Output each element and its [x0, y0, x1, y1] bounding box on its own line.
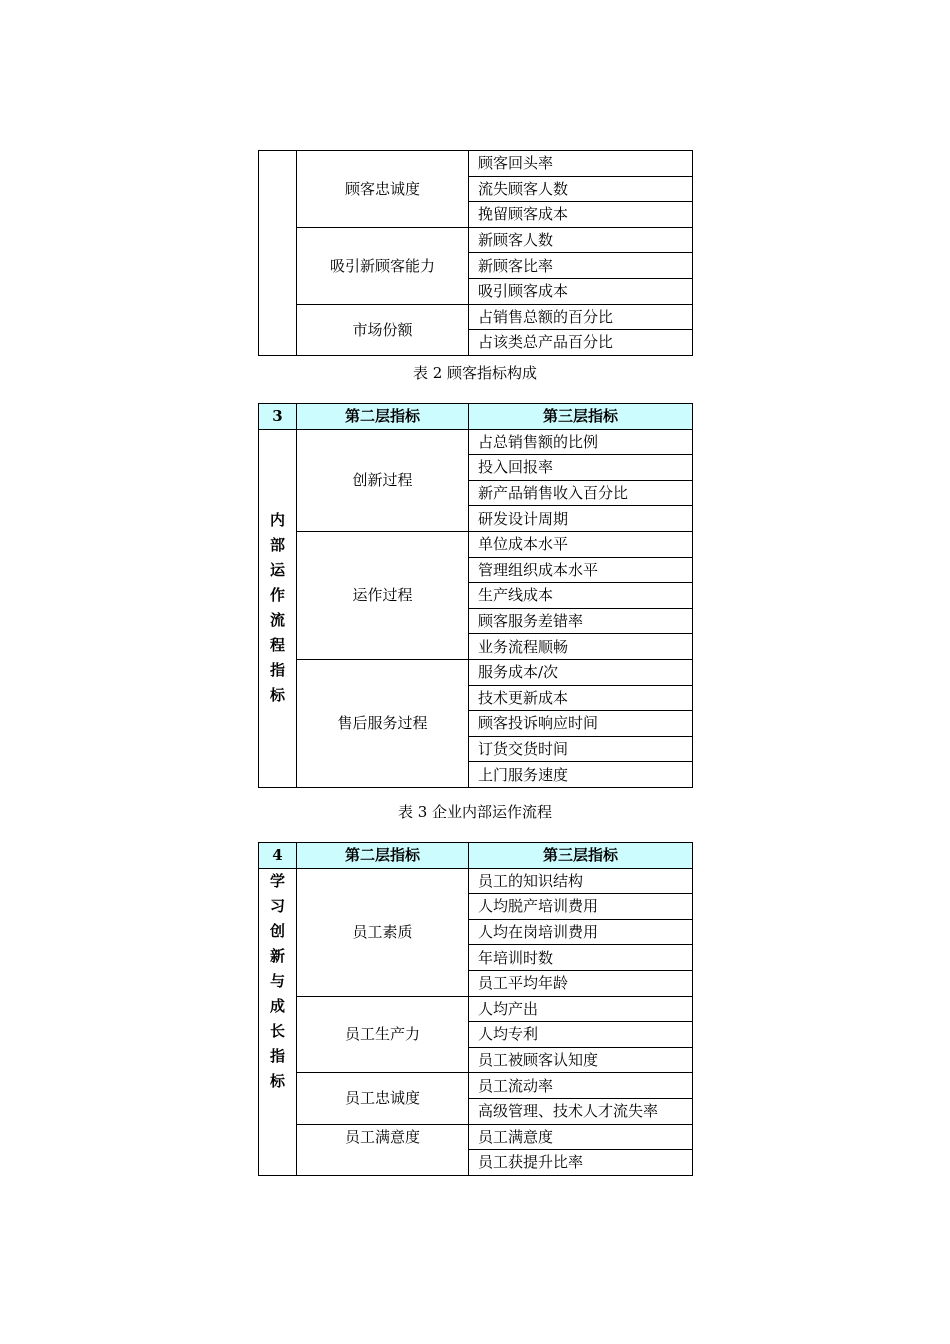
category-char: 指	[269, 661, 285, 680]
third-level-cell: 投入回报率	[469, 455, 693, 481]
table-header-row	[259, 404, 693, 430]
second-level-cell: 员工忠诚度	[297, 1073, 469, 1124]
third-level-cell: 业务流程顺畅	[469, 634, 693, 660]
table-caption: 表 3 企业内部运作流程	[397, 803, 553, 821]
category-char: 与	[269, 971, 285, 990]
table-header-row	[259, 843, 693, 869]
third-level-cell: 顾客服务差错率	[469, 608, 693, 634]
third-level-cell: 占该类总产品百分比	[469, 330, 693, 356]
third-level-cell: 管理组织成本水平	[469, 557, 693, 583]
third-level-cell: 员工被顾客认知度	[469, 1047, 693, 1073]
third-level-cell: 顾客投诉响应时间	[469, 711, 693, 737]
category-cell	[259, 151, 297, 356]
third-level-cell: 吸引顾客成本	[469, 278, 693, 304]
second-level-cell: 顾客忠诚度	[297, 151, 469, 228]
third-level-cell: 员工流动率	[469, 1073, 693, 1099]
third-level-cell: 人均在岗培训费用	[469, 919, 693, 945]
third-level-cell: 员工的知识结构	[469, 868, 693, 894]
category-char: 长	[269, 1021, 285, 1040]
third-level-cell: 人均专利	[469, 1022, 693, 1048]
third-level-cell: 生产线成本	[469, 583, 693, 609]
category-char: 标	[269, 1071, 285, 1090]
category-char: 内	[269, 511, 285, 530]
third-level-cell: 新顾客人数	[469, 227, 693, 253]
learning-growth-table	[258, 842, 693, 1176]
third-level-cell: 人均脱产培训费用	[469, 894, 693, 920]
third-level-cell: 服务成本/次	[469, 659, 693, 685]
third-level-cell: 高级管理、技术人才流失率	[469, 1098, 693, 1124]
third-level-cell: 流失顾客人数	[469, 176, 693, 202]
second-level-cell: 运作过程	[297, 531, 469, 659]
third-level-cell: 年培训时数	[469, 945, 693, 971]
third-level-cell: 员工平均年龄	[469, 970, 693, 996]
third-level-cell: 占总销售额的比例	[469, 429, 693, 455]
category-char: 新	[269, 946, 285, 965]
category-char: 习	[269, 896, 285, 915]
category-char: 流	[269, 611, 285, 630]
category-char: 标	[269, 686, 285, 705]
header-third-level: 第三层指标	[469, 843, 693, 869]
second-level-cell: 员工生产力	[297, 996, 469, 1073]
second-level-cell: 市场份额	[297, 304, 469, 355]
category-char: 作	[269, 586, 285, 605]
category-char: 成	[269, 996, 285, 1015]
category-cell	[259, 429, 297, 787]
category-char: 运	[269, 561, 285, 580]
third-level-cell: 挽留顾客成本	[469, 202, 693, 228]
category-char: 部	[269, 536, 285, 555]
third-level-cell: 占销售总额的百分比	[469, 304, 693, 330]
header-second-level: 第二层指标	[297, 843, 469, 869]
second-level-cell: 创新过程	[297, 429, 469, 531]
header-number: 3	[259, 404, 297, 430]
table-caption: 表 2 顾客指标构成	[412, 364, 538, 382]
category-char: 学	[269, 871, 285, 890]
third-level-cell: 员工获提升比率	[469, 1150, 693, 1176]
header-second-level: 第二层指标	[297, 404, 469, 430]
second-level-cell: 吸引新顾客能力	[297, 227, 469, 304]
third-level-cell: 单位成本水平	[469, 531, 693, 557]
header-third-level: 第三层指标	[469, 404, 693, 430]
second-level-cell: 售后服务过程	[297, 659, 469, 787]
vertical-category-label	[259, 869, 296, 1094]
third-level-cell: 顾客回头率	[469, 151, 693, 177]
second-level-cell: 员工满意度	[297, 1124, 469, 1175]
third-level-cell: 新顾客比率	[469, 253, 693, 279]
vertical-category-label	[259, 508, 296, 708]
customer-indicator-table	[258, 150, 693, 356]
internal-process-table	[258, 403, 693, 788]
header-number: 4	[259, 843, 297, 869]
category-char: 程	[269, 636, 285, 655]
third-level-cell: 研发设计周期	[469, 506, 693, 532]
category-char: 创	[269, 921, 285, 940]
third-level-cell: 上门服务速度	[469, 762, 693, 788]
third-level-cell: 员工满意度	[469, 1124, 693, 1150]
third-level-cell: 技术更新成本	[469, 685, 693, 711]
category-char: 指	[269, 1046, 285, 1065]
category-cell	[259, 868, 297, 1175]
third-level-cell: 新产品销售收入百分比	[469, 480, 693, 506]
third-level-cell: 人均产出	[469, 996, 693, 1022]
second-level-cell: 员工素质	[297, 868, 469, 996]
third-level-cell: 订货交货时间	[469, 736, 693, 762]
